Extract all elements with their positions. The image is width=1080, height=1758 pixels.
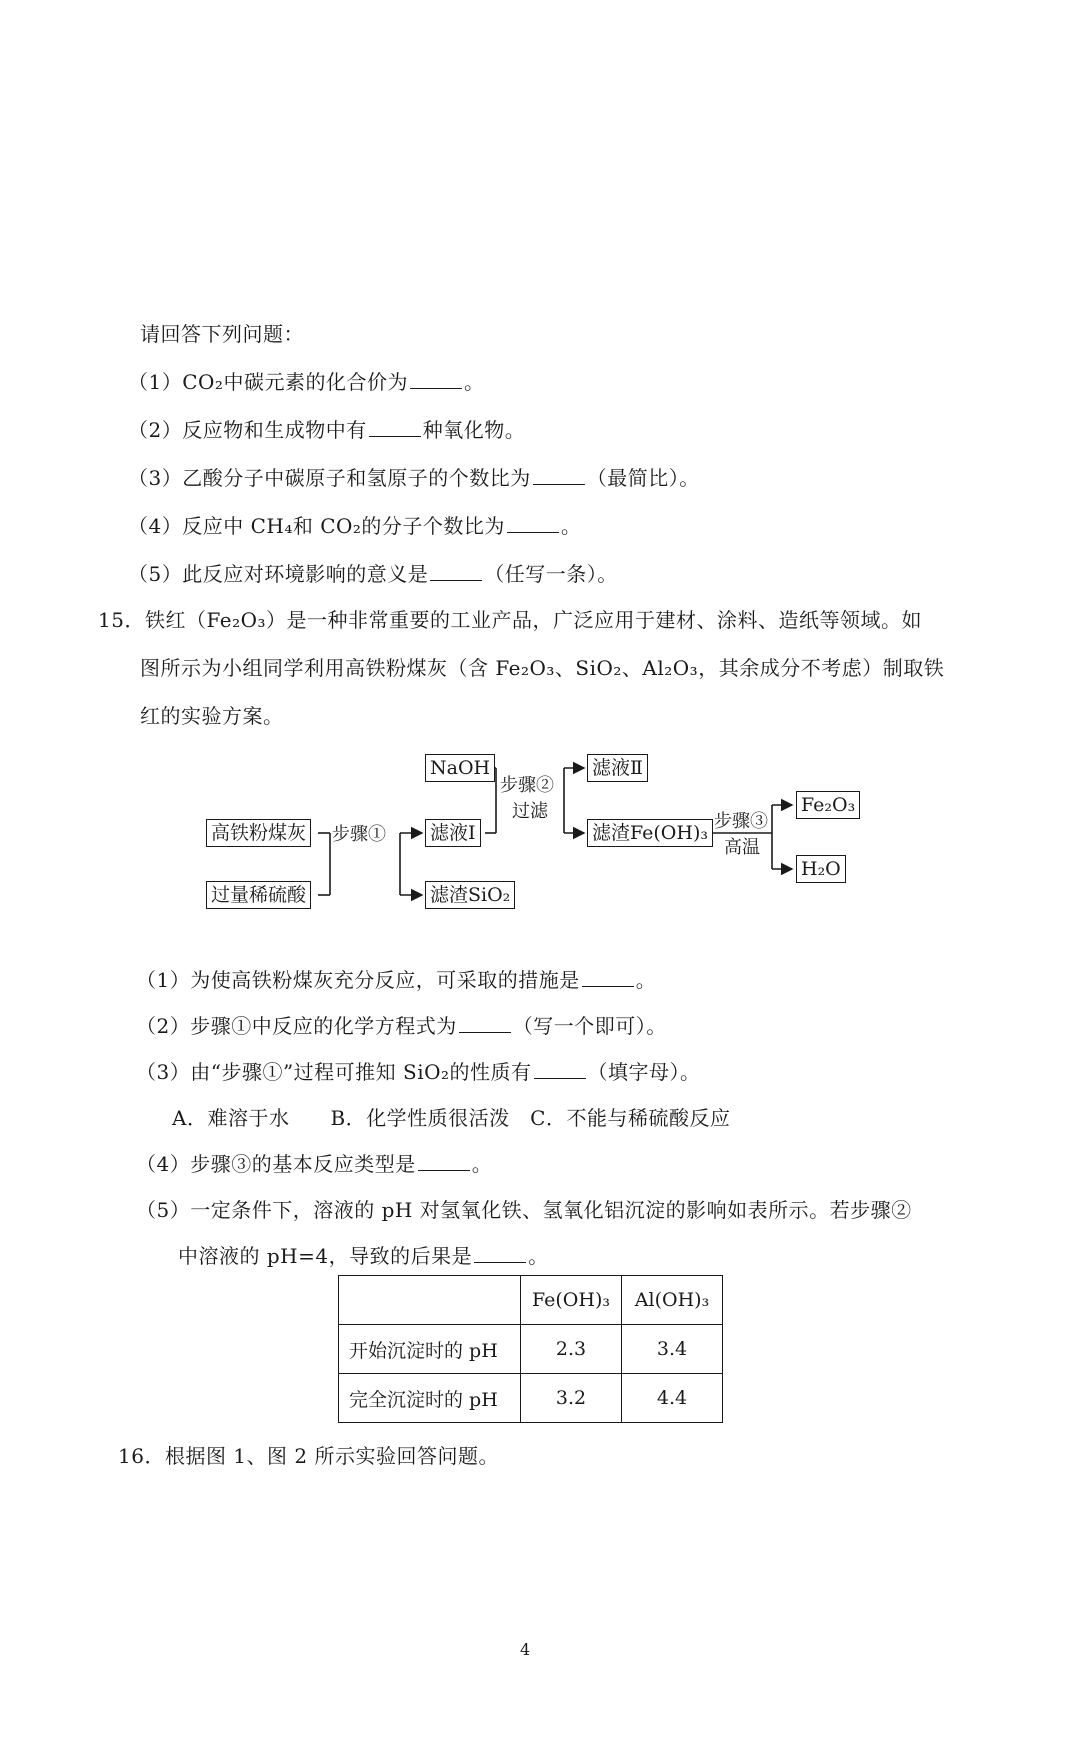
- q15-item-4: （4）步骤③的基本反应类型是 。: [136, 1152, 493, 1176]
- table-row-label: 开始沉淀时的 pH: [339, 1325, 521, 1374]
- box-naoh: NaOH: [425, 754, 495, 782]
- answer-blank[interactable]: [369, 418, 421, 437]
- answer-blank[interactable]: [533, 466, 585, 485]
- answer-blank[interactable]: [430, 562, 482, 581]
- answer-blank[interactable]: [418, 1152, 470, 1171]
- q14-item-1: （1）CO₂中碳元素的化合价为 。: [128, 370, 485, 394]
- q15-item-1: （1）为使高铁粉煤灰充分反应，可采取的措施是 。: [136, 968, 657, 992]
- table-cell: 4.4: [622, 1374, 723, 1423]
- answer-blank[interactable]: [474, 1244, 526, 1263]
- box-high-iron-fly-ash: 高铁粉煤灰: [206, 819, 311, 847]
- label-step-2: 步骤②: [500, 775, 554, 796]
- q14-item-3: （3）乙酸分子中碳原子和氢原子的个数比为 （最简比）。: [128, 466, 700, 490]
- q15-stem-line-2: 图所示为小组同学利用高铁粉煤灰（含 Fe₂O₃、SiO₂、Al₂O₃，其余成分不考虑）制取铁: [140, 656, 945, 680]
- box-dilute-sulfuric-acid: 过量稀硫酸: [206, 881, 311, 909]
- page-number: 4: [520, 1640, 531, 1659]
- q15-item-3-options: A．难溶于水 B．化学性质很活泼 C．不能与稀硫酸反应: [172, 1106, 731, 1130]
- table-header-cell: [339, 1276, 521, 1325]
- label-filtration: 过滤: [512, 801, 548, 822]
- q15-item-5-line-2: 中溶液的 pH=4，导致的后果是 。: [178, 1244, 549, 1268]
- q14-item-4: （4）反应中 CH₄和 CO₂的分子个数比为 。: [128, 514, 582, 538]
- table-row-label: 完全沉淀时的 pH: [339, 1374, 521, 1423]
- q14-item-2: （2）反应物和生成物中有 种氧化物。: [128, 418, 526, 442]
- table-cell: 3.4: [622, 1325, 723, 1374]
- table-cell: 2.3: [521, 1325, 622, 1374]
- label-step-1: 步骤①: [332, 824, 386, 845]
- table-row: [339, 1325, 723, 1374]
- q15-item-5-line-1: （5）一定条件下，溶液的 pH 对氢氧化铁、氢氧化铝沉淀的影响如表所示。若步骤②: [136, 1198, 912, 1222]
- label-step-3: 步骤③: [714, 811, 768, 832]
- q15-stem-line-1: 15．铁红（Fe₂O₃）是一种非常重要的工业产品，广泛应用于建材、涂料、造纸等领域。如: [98, 608, 922, 632]
- q15-item-2: （2）步骤①中反应的化学方程式为 （写一个即可）。: [136, 1014, 667, 1038]
- table-header-cell: Al(OH)₃: [622, 1276, 723, 1325]
- table-header-cell: Fe(OH)₃: [521, 1276, 622, 1325]
- process-flow-diagram: [200, 745, 900, 925]
- label-high-temperature: 高温: [724, 837, 760, 858]
- q15-stem-line-3: 红的实验方案。: [140, 704, 284, 728]
- answer-blank[interactable]: [582, 968, 634, 987]
- box-residue-sio2: 滤渣SiO₂: [425, 881, 515, 909]
- q14-intro: 请回答下列问题：: [140, 322, 304, 346]
- box-residue-feoh3: 滤渣Fe(OH)₃: [587, 819, 713, 847]
- answer-blank[interactable]: [507, 514, 559, 533]
- box-product-fe2o3: Fe₂O₃: [796, 791, 860, 819]
- table-header-row: [339, 1276, 723, 1325]
- answer-blank[interactable]: [534, 1060, 586, 1079]
- q16-stem: 16．根据图 1、图 2 所示实验回答问题。: [118, 1444, 499, 1468]
- answer-blank[interactable]: [410, 370, 462, 389]
- q15-item-3: （3）由“步骤①”过程可推知 SiO₂的性质有 （填字母）。: [136, 1060, 701, 1084]
- q14-item-5: （5）此反应对环境影响的意义是 （任写一条）。: [128, 562, 618, 586]
- box-filtrate-2: 滤液Ⅱ: [587, 754, 648, 782]
- table-cell: 3.2: [521, 1374, 622, 1423]
- box-product-h2o: H₂O: [796, 855, 846, 883]
- table-row: [339, 1374, 723, 1423]
- answer-blank[interactable]: [459, 1014, 511, 1033]
- box-filtrate-1: 滤液Ⅰ: [425, 819, 481, 847]
- ph-precipitation-table: [338, 1275, 723, 1423]
